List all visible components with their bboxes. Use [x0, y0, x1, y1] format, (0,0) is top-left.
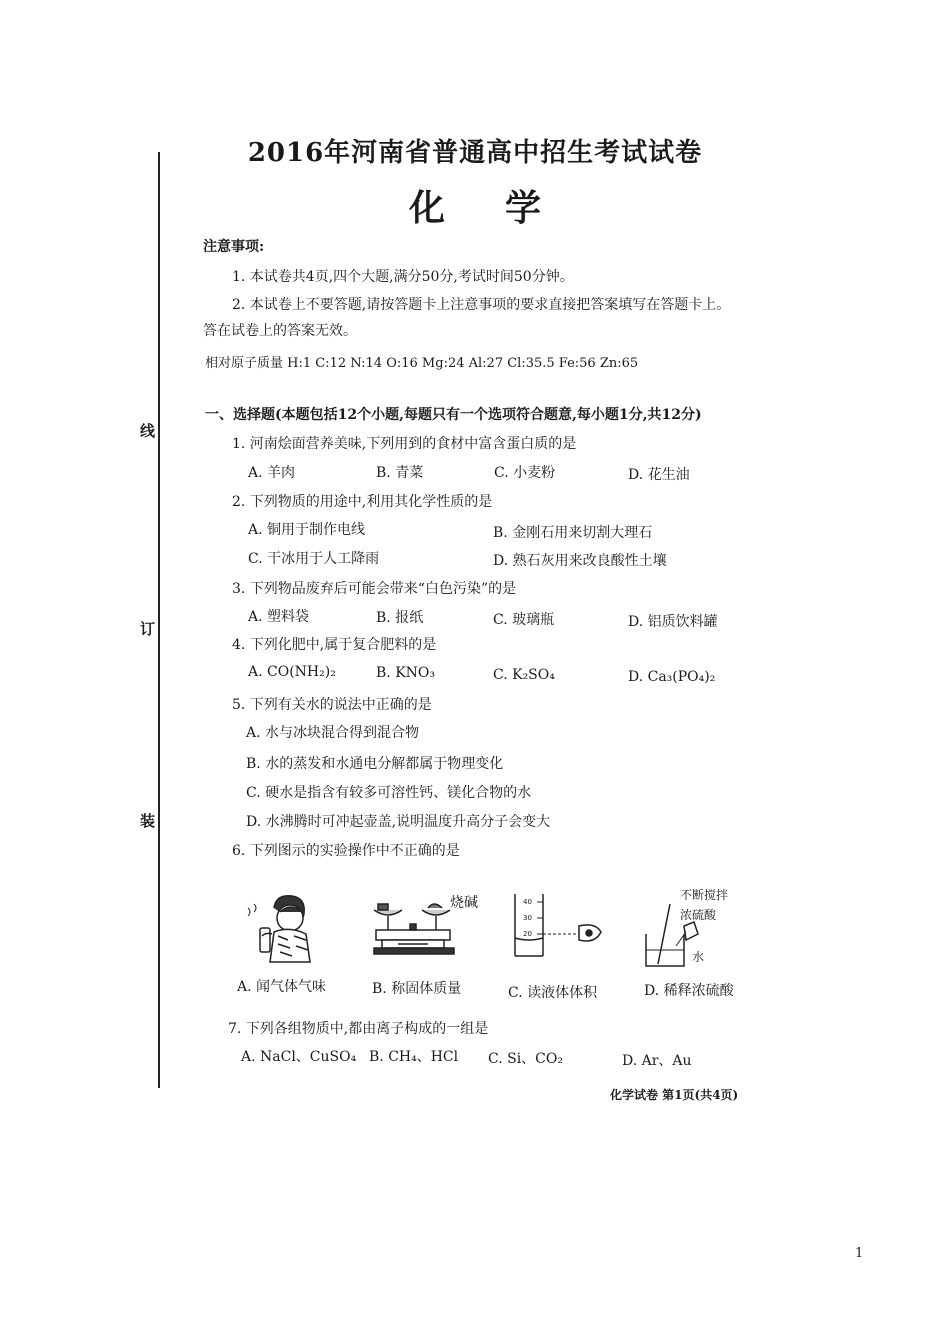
q2-option-b: B. 金刚石用来切割大理石	[493, 525, 653, 541]
cylinder-tick-20: 20	[523, 930, 532, 938]
q5-option-a: A. 水与冰块混合得到混合物	[246, 725, 420, 741]
q2-option-d: D. 熟石灰用来改良酸性土壤	[493, 553, 667, 569]
smell-gas-figure	[244, 892, 322, 964]
q5-option-c: C. 硬水是指含有较多可溶性钙、镁化合物的水	[246, 785, 532, 801]
cylinder-figure	[505, 890, 609, 962]
q2-stem: 2. 下列物质的用途中,利用其化学性质的是	[232, 494, 493, 510]
subject-title: 化学	[408, 187, 601, 229]
margin-label-xian: 线	[140, 422, 156, 440]
q1-stem: 1. 河南烩面营养美味,下列用到的食材中富含蛋白质的是	[232, 436, 577, 452]
q7-option-c: C. Si、CO₂	[488, 1051, 563, 1067]
q7-stem: 7. 下列各组物质中,都由离子构成的一组是	[228, 1021, 489, 1037]
notice-heading: 注意事项:	[203, 239, 265, 255]
q5-stem: 5. 下列有关水的说法中正确的是	[232, 697, 432, 713]
notice-line-1: 1. 本试卷共4页,四个大题,满分50分,考试时间50分钟。	[232, 269, 574, 285]
notice-line-2a: 2. 本试卷上不要答题,请按答题卡上注意事项的要求直接把答案填写在答题卡上。	[232, 297, 731, 313]
label-lye: 烧碱	[450, 895, 478, 911]
balance-figure	[368, 890, 460, 962]
q6-option-c: C. 读液体体积	[508, 985, 598, 1001]
q6-option-d: D. 稀释浓硫酸	[644, 983, 734, 999]
atomic-mass-line: 相对原子质量 H:1 C:12 N:14 O:16 Mg:24 Al:27 Cl:35.5 Fe:56 Zn:65	[205, 356, 639, 371]
notice-line-2b: 答在试卷上的答案无效。	[203, 323, 357, 339]
label-water: 水	[692, 950, 705, 964]
q7-option-a: A. NaCl、CuSO₄	[241, 1049, 357, 1065]
q6-option-a: A. 闻气体气味	[237, 979, 327, 995]
q6-option-b: B. 称固体质量	[372, 981, 462, 997]
q3-option-a: A. 塑料袋	[248, 609, 310, 625]
q4-option-b: B. KNO₃	[376, 665, 435, 681]
q5-option-d: D. 水沸腾时可冲起壶盖,说明温度升高分子会变大	[246, 814, 551, 830]
q2-option-a: A. 铜用于制作电线	[248, 522, 366, 538]
q3-option-c: C. 玻璃瓶	[493, 612, 555, 628]
q6-stem: 6. 下列图示的实验操作中不正确的是	[232, 843, 460, 859]
q3-option-d: D. 铝质饮料罐	[628, 614, 718, 630]
cylinder-tick-30: 30	[523, 914, 532, 922]
q7-option-d: D. Ar、Au	[622, 1053, 692, 1069]
label-stir: 不断搅拌	[680, 888, 729, 902]
q1-option-b: B. 青菜	[376, 465, 424, 481]
label-acid: 浓硫酸	[680, 908, 717, 922]
q3-option-b: B. 报纸	[376, 610, 424, 626]
binding-line	[158, 152, 160, 1088]
margin-label-ding: 订	[140, 620, 156, 638]
section-1-heading: 一、选择题(本题包括12个小题,每题只有一个选项符合题意,每小题1分,共12分)	[205, 407, 702, 423]
q4-option-a: A. CO(NH₂)₂	[248, 664, 336, 680]
q7-option-b: B. CH₄、HCl	[369, 1049, 459, 1065]
q4-option-d: D. Ca₃(PO₄)₂	[628, 669, 716, 685]
q5-option-b: B. 水的蒸发和水通电分解都属于物理变化	[246, 756, 504, 772]
q1-option-c: C. 小麦粉	[494, 465, 556, 481]
q2-option-c: C. 干冰用于人工降雨	[248, 551, 380, 567]
q4-stem: 4. 下列化肥中,属于复合肥料的是	[232, 637, 437, 653]
page-number: 1	[855, 1246, 864, 1261]
q4-option-c: C. K₂SO₄	[493, 667, 555, 683]
cylinder-tick-40: 40	[523, 898, 532, 906]
q1-option-d: D. 花生油	[628, 467, 690, 483]
margin-label-zhuang: 装	[140, 812, 156, 830]
exam-title: 2016年河南省普通高中招生考试试卷	[247, 138, 703, 168]
q3-stem: 3. 下列物品废弃后可能会带来“白色污染”的是	[232, 581, 517, 597]
q1-option-a: A. 羊肉	[248, 465, 296, 481]
page-footer: 化学试卷 第1页(共4页)	[610, 1088, 739, 1102]
